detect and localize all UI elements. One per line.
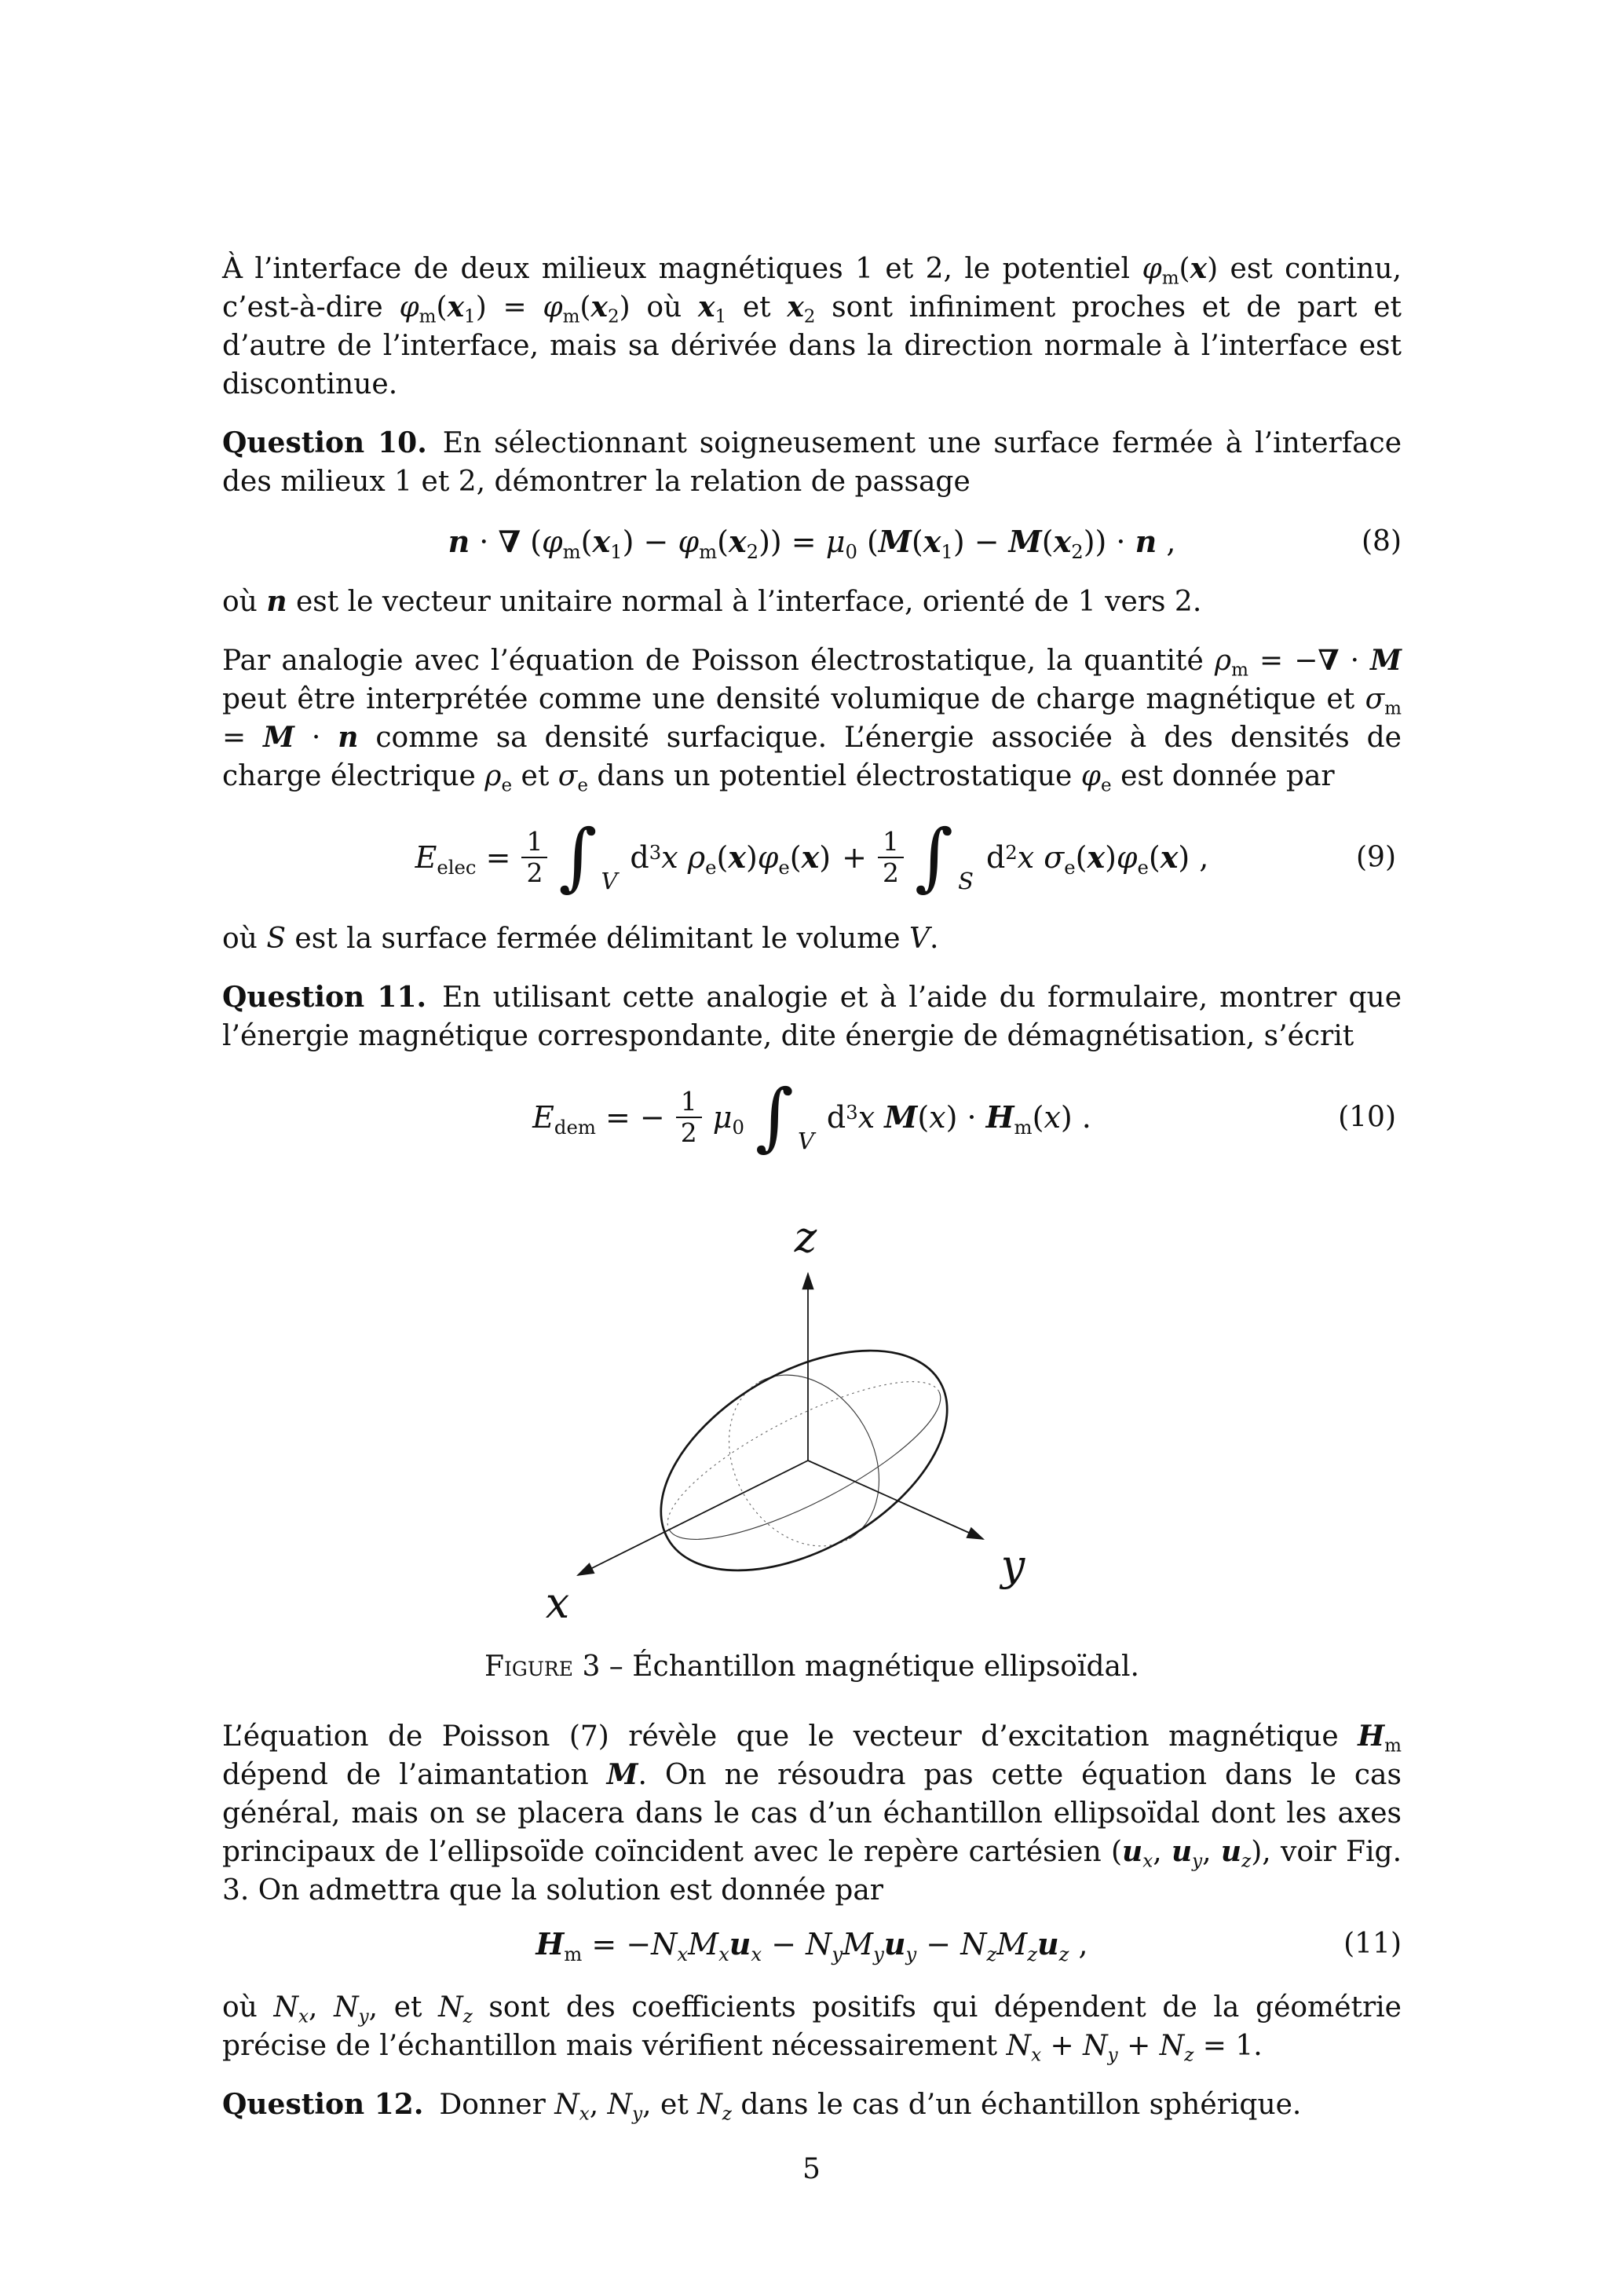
question-10 [222,424,1402,501]
figure-caption-text: Échantillon magnétique ellipsoïdal. [632,1651,1139,1683]
integral-volume [755,1074,816,1161]
equation-11-number: (11) [1343,1928,1402,1960]
figure-caption-label: Figure 3 [484,1651,601,1683]
question-12 [222,2086,1402,2124]
equation-10-term: $d^3x$ $M(x) \cdot H_m(x)$ . [826,1099,1091,1139]
question-10-label: Question 10. [222,426,427,459]
equation-9 [222,811,1402,904]
question-11 [222,978,1402,1055]
equator-ellipse [649,1353,959,1567]
mu-zero: $\mu_0$ [712,1099,744,1139]
equation-9-number: (9) [1356,841,1396,874]
integral-volume [558,814,619,901]
paragraph-poisson-ellipsoid: L’équation de Poisson (7) révèle que le vecteur d’excitation magnétique $H_m$ dépend de l’aimantation M. On ne résoudra pas cette équation dans le cas général, mais on se placera dans le cas d’un échantillon ellipsoïdal dont les axes principaux de l’ellipsoïde coïncident avec le repère cartésien ($u_x$, $u_y$, $u_z$), voir Fig. 3. On admettra que la solution est donnée par [222,1720,1402,1907]
page-number: 5 [802,2153,821,2185]
equation-10-number: (10) [1338,1101,1396,1134]
plus-operator: + [842,839,867,875]
integral-sign: ∫ [558,814,598,901]
equation-11 [222,1922,1402,1966]
fraction-one-half: $\frac{1}{2}$ [676,1087,702,1148]
integral-sign: ∫ [755,1074,794,1161]
integral-limit-V: V [797,1127,814,1154]
paragraph-after-eq11: où $N_x$, $N_y$, et $N_z$ sont des coefficients positifs qui dépendent de la géométrie précise de l’échantillon mais vérifient nécessairement $N_x + N_y + N_z = 1$. [222,1991,1402,2066]
figure-caption [222,1647,1402,1686]
question-12-text: Donner $N_x$, $N_y$, et $N_z$ dans le cas d’un échantillon sphérique. [439,2089,1302,2125]
x-axis-label: x [545,1578,570,1627]
equation-9-term2: $d^2x$ $\sigma_e(x)\varphi_e(x)$ , [985,839,1209,879]
equation-10 [222,1071,1402,1164]
paragraph-poisson-analogy: Par analogie avec l’équation de Poisson électrostatique, la quantité $\rho_m$ = −∇ · M peut être interprétée comme une densité volumique de charge magnétique et $\sigma_m = M \cdot n$ comme sa densité surfacique. L’énergie associée à des densités de charge électrique $\rho_e$ et $\sigma_e$ dans un potentiel électrostatique $\varphi_e$ est donnée par [222,644,1402,796]
y-axis [808,1461,983,1539]
question-12-label: Question 12. [222,2088,424,2121]
equation-8 [222,520,1402,564]
fraction-one-half: $\frac{1}{2}$ [521,827,547,888]
integral-limit-S: S [958,867,974,894]
paragraph-interface-continuity: À l’interface de deux milieux magnétiques 1 et 2, le potentiel $\varphi_m(x)$ est continu, c’est-à-dire $\varphi_m(x_1) = \varphi_m(x_2)$ où $x_1$ et $x_2$ sont infiniment proches et de part et d’autre de l’interface, mais sa dérivée dans la direction normale à l’interface est discontinue. [222,252,1402,400]
y-axis-label: y [1000,1541,1025,1590]
fraction-one-half: $\frac{1}{2}$ [878,827,904,888]
ellipsoid-diagram [459,1187,1165,1627]
equation-10-lhs: $E_{dem}$ = − [532,1099,665,1139]
question-11-label: Question 11. [222,981,427,1014]
question-11-text: En utilisant cette analogie et à l’aide du formulaire, montrer que l’énergie magnétique correspondante, dite énergie de démagnétisation, s’écrit [222,982,1402,1052]
question-10-text: En sélectionnant soigneusement une surface fermée à l’interface des milieux 1 et 2, démontrer la relation de passage [222,427,1402,498]
equation-8-number: (8) [1362,525,1402,558]
integral-limit-V: V [601,867,618,894]
equation-9-lhs: $E_{elec}$ = [415,839,511,879]
integral-sign: ∫ [914,814,953,901]
paragraph-after-eq8: où n est le vecteur unitaire normal à l’interface, orienté de 1 vers 2. [222,585,1202,618]
meridian-ellipse [699,1347,908,1573]
x-axis [578,1461,808,1575]
integral-surface [914,814,975,901]
figure-3 [222,1187,1402,1686]
equation-8-body: n · ∇ $(\varphi_m(x_1) - \varphi_m(x_2)) = \mu_0$ $(M(x_1) - M(x_2)) \cdot n$ , [448,524,1176,563]
equation-9-term1: $d^3x$ $\rho_e(x)\varphi_e(x)$ [630,839,832,879]
text-column [222,250,1402,2124]
paragraph-after-eq9: où S est la surface fermée délimitant le volume V. [222,923,939,955]
equation-11-body: $H_m = -N_xM_xu_x - N_yM_yu_y - N_zM_zu_z$ , [536,1926,1088,1965]
ellipsoid-outline [623,1305,984,1616]
z-axis-label: z [794,1212,817,1262]
figure-caption-separator: – [600,1651,633,1683]
